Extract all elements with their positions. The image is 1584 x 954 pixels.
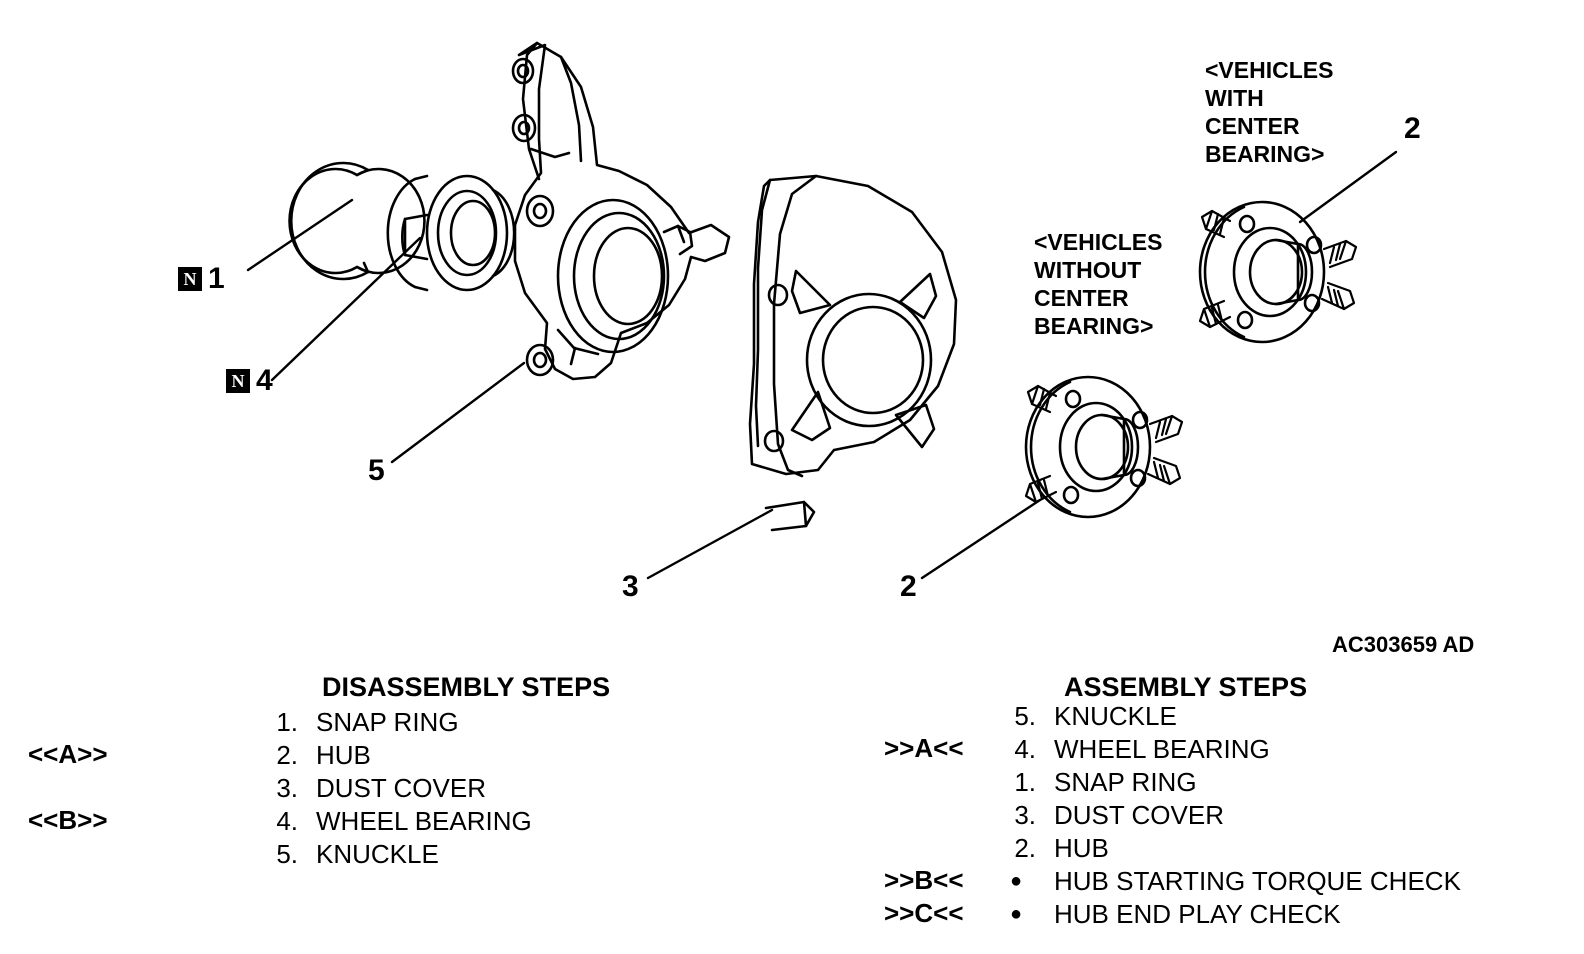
note-line: CENTER bbox=[1205, 113, 1300, 139]
callout-1-label: 1 bbox=[208, 262, 225, 295]
disassembly-title: DISASSEMBLY STEPS bbox=[322, 672, 611, 702]
step-label: HUB bbox=[316, 740, 371, 770]
note-line: WITHOUT bbox=[1034, 257, 1142, 283]
callout-1 bbox=[178, 264, 225, 294]
step-label: HUB bbox=[1054, 833, 1109, 863]
assembly-title: ASSEMBLY STEPS bbox=[1064, 672, 1308, 702]
step-number: 4. bbox=[1014, 734, 1036, 764]
callout-2-without-center-bearing: 2 bbox=[900, 570, 917, 603]
part-hub-with-center-bearing bbox=[1200, 202, 1356, 342]
callout-3: 3 bbox=[622, 570, 639, 603]
step-number: 5. bbox=[276, 839, 298, 869]
callout-4 bbox=[226, 366, 273, 396]
note-without-center-bearing bbox=[1034, 228, 1162, 340]
step-label: KNUCKLE bbox=[1054, 701, 1177, 731]
step-label: WHEEL BEARING bbox=[1054, 734, 1270, 764]
part-hub-without-center-bearing bbox=[1026, 377, 1182, 517]
step-label: DUST COVER bbox=[316, 773, 486, 803]
step-number: 1. bbox=[1014, 767, 1036, 797]
step-label: HUB END PLAY CHECK bbox=[1054, 899, 1341, 929]
note-line: CENTER bbox=[1034, 285, 1129, 311]
step-label: SNAP RING bbox=[1054, 767, 1197, 797]
note-line: <VEHICLES bbox=[1034, 229, 1163, 255]
callout-5: 5 bbox=[368, 454, 385, 487]
callout-4-label: 4 bbox=[256, 364, 273, 397]
assembly-marker-c: >>C<< bbox=[884, 898, 964, 928]
step-label: KNUCKLE bbox=[316, 839, 439, 869]
n-badge-icon: N bbox=[226, 369, 250, 393]
step-label: WHEEL BEARING bbox=[316, 806, 532, 836]
disassembly-marker-a: <<A>> bbox=[28, 739, 108, 769]
figure-code: AC303659 AD bbox=[1332, 632, 1475, 657]
n-badge-icon: N bbox=[178, 267, 202, 291]
step-number: 1. bbox=[276, 707, 298, 737]
step-number: 2. bbox=[276, 740, 298, 770]
assembly-marker-a: >>A<< bbox=[884, 733, 964, 763]
assembly-marker-b: >>B<< bbox=[884, 865, 964, 895]
part-knuckle bbox=[513, 43, 729, 379]
note-line: <VEHICLES bbox=[1205, 57, 1334, 83]
step-bullet: ● bbox=[1009, 870, 1023, 892]
note-line: BEARING> bbox=[1034, 313, 1154, 339]
step-label: DUST COVER bbox=[1054, 800, 1224, 830]
step-number: 3. bbox=[276, 773, 298, 803]
disassembly-marker-b: <<B>> bbox=[28, 805, 108, 835]
part-dust-cover bbox=[750, 176, 956, 530]
step-number: 5. bbox=[1014, 701, 1036, 731]
part-wheel-bearing bbox=[388, 176, 514, 290]
step-number: 3. bbox=[1014, 800, 1036, 830]
step-bullet: ● bbox=[1009, 903, 1023, 925]
step-number: 2. bbox=[1014, 833, 1036, 863]
callout-2-with-center-bearing: 2 bbox=[1404, 112, 1421, 145]
step-label: HUB STARTING TORQUE CHECK bbox=[1054, 866, 1461, 896]
step-number: 4. bbox=[276, 806, 298, 836]
steps-section bbox=[0, 660, 1584, 954]
note-with-center-bearing bbox=[1205, 56, 1333, 168]
note-line: WITH bbox=[1205, 85, 1264, 111]
note-line: BEARING> bbox=[1205, 141, 1325, 167]
step-label: SNAP RING bbox=[316, 707, 459, 737]
